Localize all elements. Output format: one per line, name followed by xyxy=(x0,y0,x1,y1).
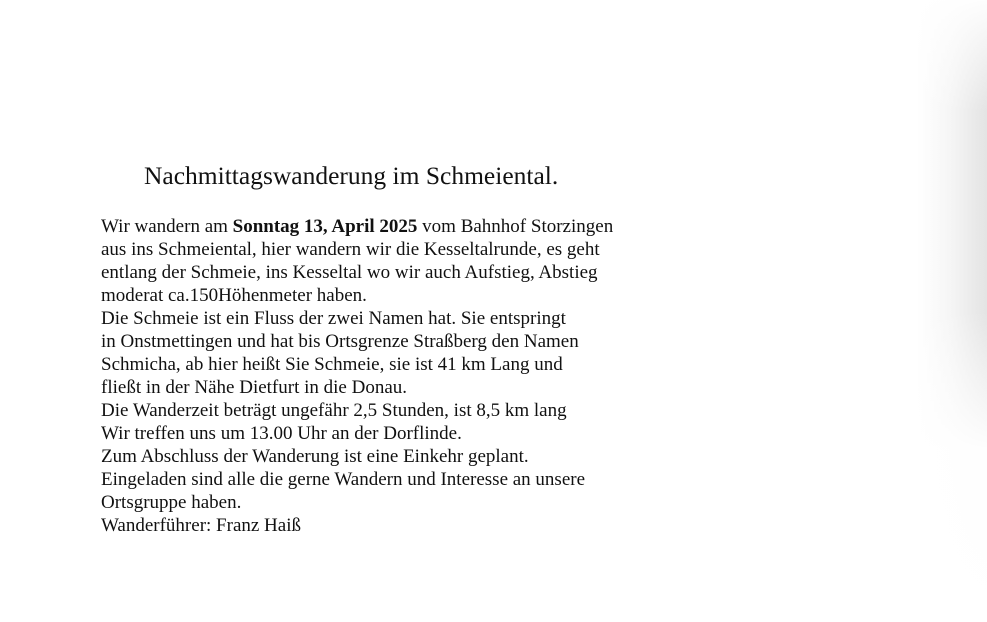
text-line: fließt in der Nähe Dietfurt in die Donau. xyxy=(101,377,408,398)
page-edge-shadow xyxy=(917,0,987,622)
hike-date: Sonntag 13, April 2025 xyxy=(232,216,418,237)
text-line: Eingeladen sind alle die gerne Wandern und Interesse an unsere xyxy=(101,469,586,490)
intro-prefix: Wir wandern am xyxy=(101,216,233,237)
text-line: aus ins Schmeiental, hier wandern wir die Kesseltalrunde, es geht xyxy=(101,239,600,260)
text-line: Die Wanderzeit beträgt ungefähr 2,5 Stunden, ist 8,5 km lang xyxy=(101,400,567,421)
text-line: in Onstmettingen und hat bis Ortsgrenze Straßberg den Namen xyxy=(101,331,579,352)
document-title: Nachmittagswanderung im Schmeiental. xyxy=(144,161,559,190)
text-line: Ortsgruppe haben. xyxy=(101,492,242,513)
text-line: Schmicha, ab hier heißt Sie Schmeie, sie ist 41 km Lang und xyxy=(101,354,563,375)
text-line: Die Schmeie ist ein Fluss der zwei Namen hat. Sie entspringt xyxy=(101,308,566,329)
intro-line xyxy=(101,215,661,238)
document-body xyxy=(101,215,661,537)
text-line: moderat ca.150Höhenmeter haben. xyxy=(101,285,367,306)
hike-leader: Wanderführer: Franz Haiß xyxy=(101,515,301,536)
text-line: entlang der Schmeie, ins Kesseltal wo wir auch Aufstieg, Abstieg xyxy=(101,262,598,283)
text-line: Zum Abschluss der Wanderung ist eine Einkehr geplant. xyxy=(101,446,529,467)
text-line: Wir treffen uns um 13.00 Uhr an der Dorflinde. xyxy=(101,423,462,444)
intro-suffix: vom Bahnhof Storzingen xyxy=(417,216,614,237)
